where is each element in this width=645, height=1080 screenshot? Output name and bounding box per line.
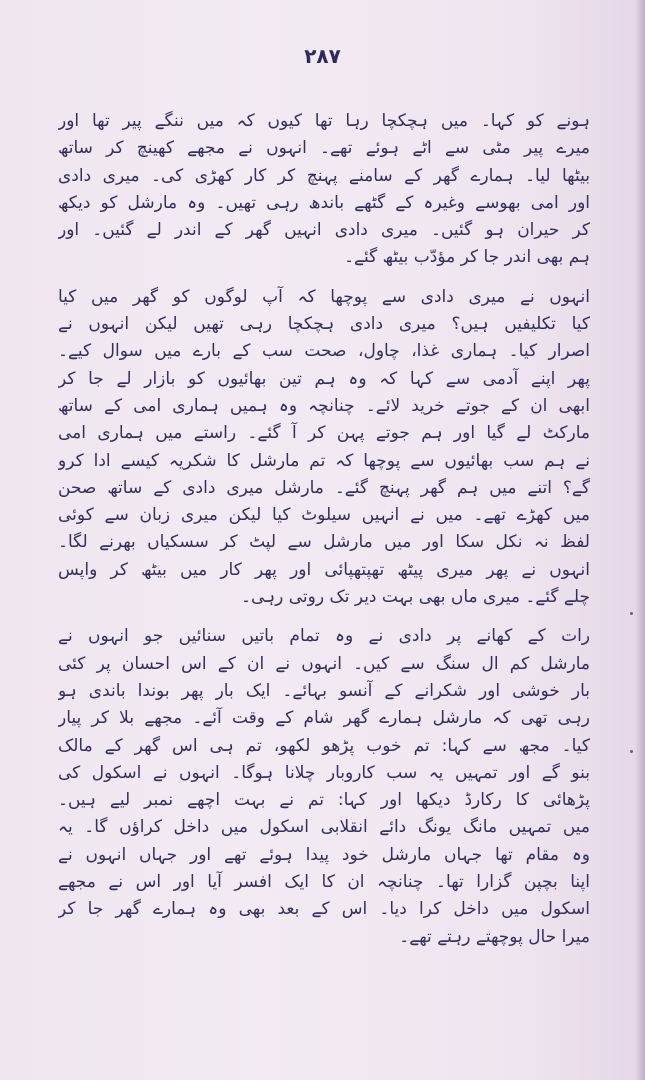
text-line: بیٹھا لیا۔ ہمارے گھر کے سامنے پہنچ کر کار کھڑی کی۔ میری دادی [58,165,590,186]
paragraph-1 [58,108,590,272]
text-line: میرے پیر مٹی سے اٹے ہوئے تھے۔ انہوں نے مجھے کھینچ کر ساتھ [58,138,590,159]
text-line: ابھی ان کے جوتے خرید لائے۔ چنانچہ وہ ہمیں ہماری امی کے ساتھ [58,395,590,416]
text-line: اصرار کیا۔ ہماری غذا، چاول، صحت سب کے بارے میں سوال کیے۔ [58,341,590,362]
text-line: ہونے کو کہا۔ میں ہچکچا رہا تھا کیوں کہ میں ننگے پیر تھا اور [58,111,590,131]
text-line: رہی تھی کہ مارشل ہمارے گھر شام کے وقت آئے۔ مجھے بلا کر پیار [58,708,590,729]
text-line: اپنا بچپن گزارا تھا۔ چنانچہ ان کا ایک افسر آیا اور اس نے مجھے [58,872,590,893]
margin-mark [630,612,633,615]
text-line: مارشل کم ال سنگ سے کیں۔ انہوں نے ان کے اس احسان پر کئی [58,653,590,674]
text-line: وہ مقام تھا جہاں مارشل خود پیدا ہوئے تھے اور جہاں انہوں نے [58,844,590,865]
text-line: پڑھائی کا رکارڈ دیکھا اور کہا: تم نے بہت اچھے نمبر لیے ہیں۔ [58,790,590,811]
text-line: انہوں نے میری دادی سے پوچھا کہ آپ لوگوں کو گھر میں کیا [58,286,590,307]
text-line: اسکول میں داخل کرا دیا۔ اس کے بعد بھی وہ ہمارے گھر جا کر [58,899,590,920]
text-line: میں تمہیں مانگ یونگ دائے انقلابی اسکول میں داخل کراؤں گا۔ یہ [58,817,590,838]
page-number: ۲۸۷ [304,44,341,68]
text-line: مارکٹ لے گیا اور ہم جوتے پہن کر آ گئے۔ راستے میں ہماری امی [58,423,590,444]
text-line: انہوں نے پھر میری پیٹھ تھپتھپائی اور پھر کار میں بیٹھ کر واپس [58,559,590,580]
text-line: کیا۔ مجھ سے کہا: تم خوب پڑھو لکھو، تم ہی اس گھر کے مالک [58,735,590,756]
text-line: لفظ نہ نکل سکا اور میں مارشل سے لپٹ کر سسکیاں بھرنے لگا۔ [58,532,590,553]
page-edge-shadow [635,0,645,1080]
text-line: نے ہم سب بھائیوں سے پوچھا کہ تم مارشل کا شکریہ کیسے ادا کرو [58,450,590,471]
text-line: پھر اپنے آدمی سے کہا کہ وہ ہم تین بھائیوں کو بازار لے جا کر [58,368,590,389]
text-line: ہم بھی اندر جا کر مؤدّب بیٹھ گئے۔ [344,247,590,268]
paragraph-2 [58,284,590,612]
text-line: اور امی بھوسے وغیرہ کے گٹھے باندھ رہی تھیں۔ وہ مارشل کو دیکھ [58,192,590,213]
text-line: بنو گے اور تمہیں یہ سب کاروبار چلانا ہوگا۔ انہوں نے اسکول کی [58,762,590,783]
text-line: گے؟ اتنے میں ہم گھر پہنچ گئے۔ مارشل میری دادی کے ساتھ صحن [58,477,590,498]
text-line: کر حیران ہو گئیں۔ میری دادی انہیں گھر کے اندر لے گئیں۔ اور [58,220,590,241]
body-text [58,108,590,951]
text-line: میرا حال پوچھتے رہتے تھے۔ [399,926,590,947]
text-line: چلے گئے۔ میری ماں بھی بہت دیر تک روتی رہی۔ [241,587,590,608]
paragraph-3 [58,623,590,951]
text-line: کیا تکلیفیں ہیں؟ میری دادی ہچکچا رہی تھیں لیکن انہوں نے [58,314,590,335]
margin-mark [630,750,633,753]
text-line: بار خوشی اور شکرانے کے آنسو بہائے۔ ایک بار پھر بوندا باندی ہو [58,680,590,701]
text-line: میں کھڑے تھے۔ میں نے انہیں سیلوٹ کیا لیکن میری زبان سے کوئی [58,505,590,526]
text-line: رات کے کھانے پر دادی نے وہ تمام باتیں سنائیں جو انہوں نے [58,626,590,647]
